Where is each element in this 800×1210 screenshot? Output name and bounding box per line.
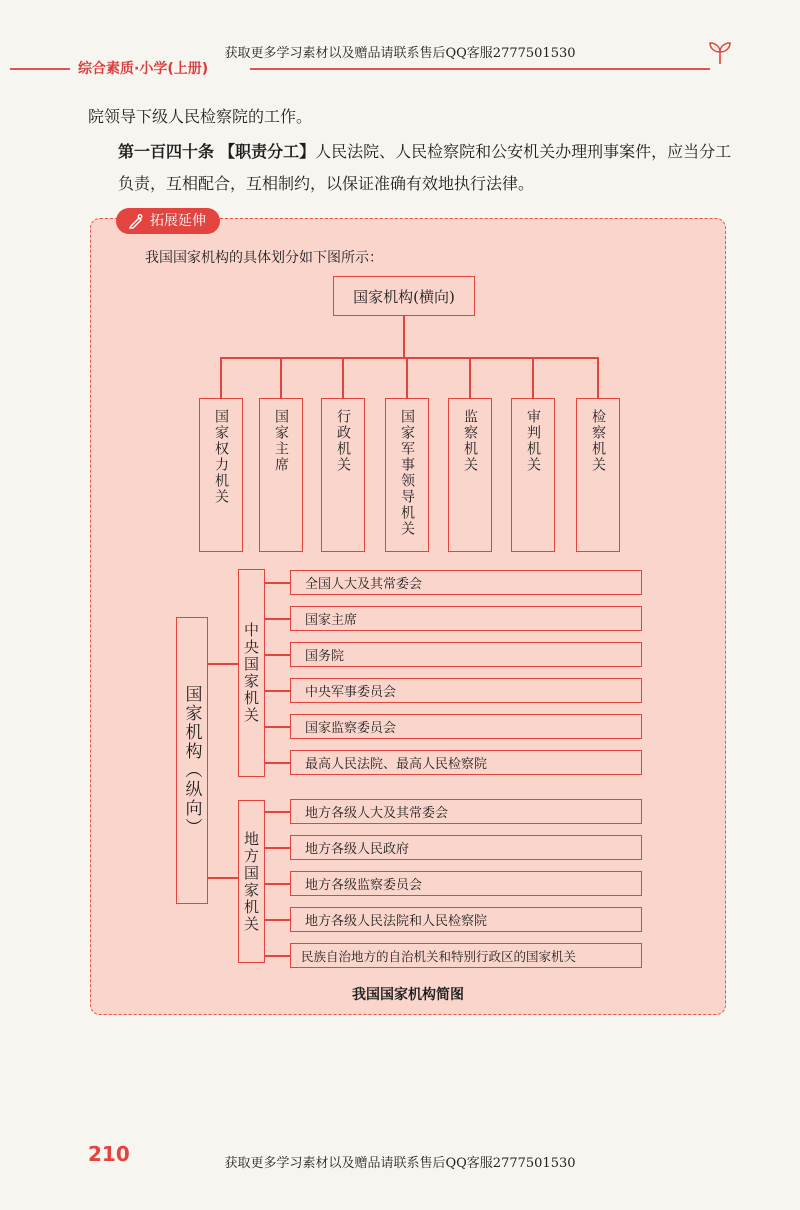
local-item: 地方各级人民法院和人民检察院 bbox=[290, 907, 642, 932]
horizontal-item-box: 行政机关 bbox=[321, 398, 365, 552]
extension-tag bbox=[116, 208, 220, 234]
connector-line bbox=[532, 357, 534, 398]
connector-line bbox=[265, 618, 290, 620]
connector-line bbox=[265, 654, 290, 656]
article-140 bbox=[118, 136, 738, 200]
local-item: 地方各级监察委员会 bbox=[290, 871, 642, 896]
connector-line bbox=[265, 955, 290, 957]
page-number: 210 bbox=[88, 1142, 130, 1166]
horizontal-item-box: 监察机关 bbox=[448, 398, 492, 552]
connector-line bbox=[265, 919, 290, 921]
article-title: 【职责分工】 bbox=[219, 142, 316, 161]
horizontal-item-box: 国家军事领导机关 bbox=[385, 398, 429, 552]
article-text: 人民法院、人民检察院和公安机关办理刑事案件，应当分工负责，互相配合，互相制约，以保证准确有效地执行法律。 bbox=[118, 142, 732, 193]
connector-line bbox=[406, 357, 408, 398]
connector-line bbox=[265, 847, 290, 849]
connector-line bbox=[208, 663, 238, 665]
central-item: 最高人民法院、最高人民检察院 bbox=[290, 750, 642, 775]
vertical-root-box: 国家机构（纵向） bbox=[176, 617, 208, 904]
connector-line bbox=[265, 762, 290, 764]
top-watermark: 获取更多学习素材以及赠品请联系售后QQ客服2777501530 bbox=[224, 46, 576, 61]
extension-tag-label: 拓展延伸 bbox=[150, 213, 206, 229]
header-rule-right bbox=[250, 68, 710, 70]
connector-line bbox=[265, 883, 290, 885]
central-item: 国务院 bbox=[290, 642, 642, 667]
article-number: 第一百四十条 bbox=[118, 142, 215, 161]
sprout-icon bbox=[706, 38, 734, 66]
extension-intro: 我国国家机构的具体划分如下图所示： bbox=[145, 250, 383, 266]
connector-line bbox=[597, 357, 599, 398]
header-rule-left bbox=[10, 68, 72, 70]
book-title: 综合素质·小学(上册) bbox=[70, 58, 216, 78]
local-item: 地方各级人大及其常委会 bbox=[290, 799, 642, 824]
connector-line bbox=[342, 357, 344, 398]
connector-line bbox=[220, 357, 222, 398]
diagram-caption: 我国国家机构简图 bbox=[352, 987, 464, 1003]
connector-line bbox=[469, 357, 471, 398]
bottom-watermark: 获取更多学习素材以及赠品请联系售后QQ客服2777501530 bbox=[224, 1156, 576, 1171]
central-item: 全国人大及其常委会 bbox=[290, 570, 642, 595]
local-item: 民族自治地方的自治机关和特别行政区的国家机关 bbox=[290, 943, 642, 968]
connector-line bbox=[403, 316, 405, 358]
local-item: 地方各级人民政府 bbox=[290, 835, 642, 860]
connector-line bbox=[220, 357, 598, 359]
horizontal-root-box: 国家机构(横向) bbox=[333, 276, 475, 316]
local-organs-box: 地方国家机关 bbox=[238, 800, 265, 963]
central-item: 国家主席 bbox=[290, 606, 642, 631]
connector-line bbox=[280, 357, 282, 398]
horizontal-item-box: 检察机关 bbox=[576, 398, 620, 552]
horizontal-item-box: 审判机关 bbox=[511, 398, 555, 552]
horizontal-item-box: 国家权力机关 bbox=[199, 398, 243, 552]
central-item: 国家监察委员会 bbox=[290, 714, 642, 739]
pen-icon bbox=[128, 213, 144, 229]
connector-line bbox=[265, 811, 290, 813]
connector-line bbox=[265, 582, 290, 584]
connector-line bbox=[265, 726, 290, 728]
text-line-1: 院领导下级人民检察院的工作。 bbox=[88, 107, 313, 126]
central-organs-box: 中央国家机关 bbox=[238, 569, 265, 777]
central-item: 中央军事委员会 bbox=[290, 678, 642, 703]
connector-line bbox=[208, 877, 238, 879]
horizontal-item-box: 国家主席 bbox=[259, 398, 303, 552]
connector-line bbox=[265, 690, 290, 692]
